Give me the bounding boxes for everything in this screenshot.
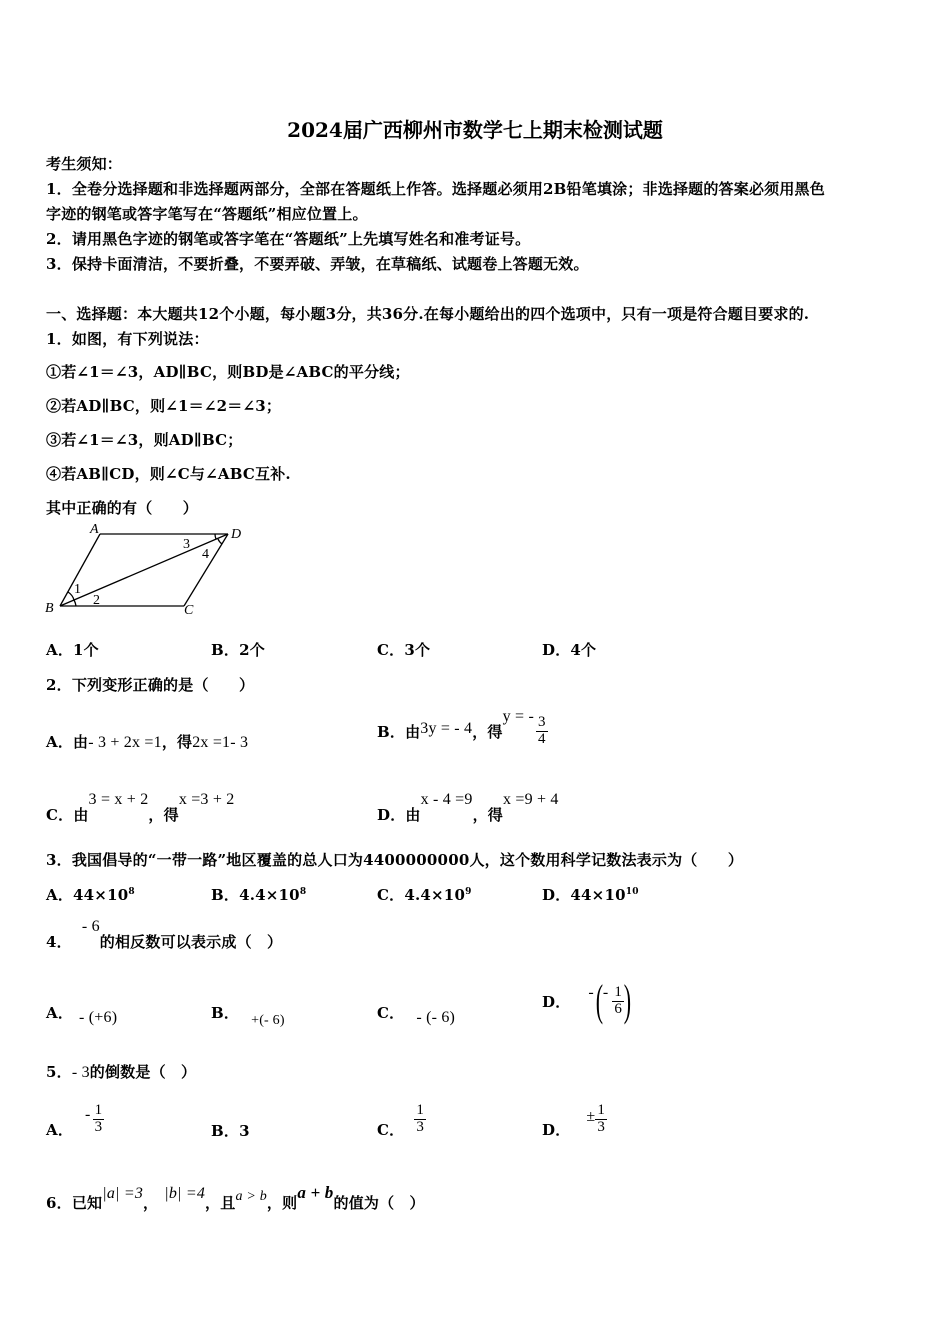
parallelogram-figure xyxy=(40,520,260,620)
numerator: 1 xyxy=(597,1101,606,1118)
label-a: A xyxy=(90,522,99,537)
option-label: C． xyxy=(377,1004,405,1022)
q2-option-d[interactable] xyxy=(377,788,559,824)
fraction xyxy=(612,985,624,1018)
option-label: A． xyxy=(46,1004,74,1022)
angle-arc-2 xyxy=(74,600,76,606)
q1-ask: 其中正确的有（ ） xyxy=(46,499,199,517)
exponent: 8 xyxy=(128,887,135,897)
separator: ，则 xyxy=(266,1194,298,1212)
q1-statement: ①若∠1＝∠3，AD∥BC，则BD是∠ABC的平分线； xyxy=(46,363,410,381)
option-label: A．由 xyxy=(46,733,89,751)
question-text: 的倒数是（ ） xyxy=(89,1063,197,1081)
question-number: 5． xyxy=(46,1063,72,1081)
math-expr: - xyxy=(602,984,609,1001)
q6-stem xyxy=(46,1182,425,1212)
question-text: 6．已知 xyxy=(46,1194,103,1212)
label-d: D xyxy=(231,527,242,542)
q1-option-c[interactable]: C．3个 xyxy=(377,641,431,659)
q1-option-b[interactable]: B．2个 xyxy=(211,641,265,659)
math-expr: - (+6) xyxy=(79,1009,118,1026)
q3-stem: 3．我国倡导的“一带一路”地区覆盖的总人口为4400000000人，这个数用科学记数法表示为（ ） xyxy=(46,851,744,869)
math-expr: - 6 xyxy=(81,918,100,935)
q5-option-b[interactable]: B．3 xyxy=(211,1122,250,1140)
q1-statement: ②若AD∥BC，则∠1＝∠2＝∠3； xyxy=(46,397,282,415)
option-label: C．由 xyxy=(46,806,89,824)
q2-option-c[interactable] xyxy=(46,788,234,824)
label-b: B xyxy=(45,601,54,616)
question-text: 的相反数可以表示成（ ） xyxy=(99,933,283,951)
q2-option-a[interactable] xyxy=(46,731,248,752)
q5-option-c[interactable] xyxy=(377,1096,426,1142)
q4-option-b[interactable] xyxy=(211,1002,285,1028)
fraction xyxy=(595,1103,607,1136)
q5-option-d[interactable] xyxy=(542,1096,607,1142)
label-angle-4: 4 xyxy=(202,547,209,562)
math-expr: - xyxy=(588,984,594,1001)
connector: ，得 xyxy=(148,806,179,824)
section-heading: 一、选择题：本大题共12个小题，每小题3分，共36分.在每小题给出的四个选项中，只有一项是符合题目要求的. xyxy=(46,305,810,323)
denominator: 3 xyxy=(416,1118,425,1135)
notice-item: 3．保持卡面清洁，不要折叠，不要弄破、弄皱，在草稿纸、试题卷上答题无效。 xyxy=(46,255,589,273)
math-expr: ± xyxy=(586,1108,596,1125)
right-paren: ) xyxy=(623,976,632,1025)
notice-item: 1．全卷分选择题和非选择题两部分，全部在答题纸上作答。选择题必须用2B铅笔填涂；非选择题的答案必须用黑色 xyxy=(46,180,825,198)
option-label: A． xyxy=(46,1120,74,1139)
option-label: C． xyxy=(377,1120,405,1139)
math-expr: x =9 + 4 xyxy=(502,791,559,808)
label-angle-3: 3 xyxy=(183,537,190,552)
fraction xyxy=(536,715,548,748)
option-label: D． xyxy=(542,992,571,1011)
math-expr: - (- 6) xyxy=(416,1009,456,1026)
q1-stem: 1．如图，有下列说法： xyxy=(46,330,209,348)
option-text: D．44×10 xyxy=(542,886,626,904)
question-text: 的值为（ ） xyxy=(333,1194,425,1212)
math-expr: - 3 + 2x =1 xyxy=(88,734,162,751)
q2-option-b[interactable] xyxy=(377,706,548,756)
option-label: D．由 xyxy=(377,806,421,824)
option-label: B． xyxy=(211,1004,240,1022)
q1-option-a[interactable]: A．1个 xyxy=(46,641,99,659)
q4-option-c[interactable] xyxy=(377,1002,456,1026)
notice-item: 字迹的钢笔或答字笔写在“答题纸”相应位置上。 xyxy=(46,205,368,223)
denominator: 4 xyxy=(538,730,546,747)
option-text: C．4.4×10 xyxy=(377,886,466,904)
q5-stem xyxy=(46,1061,196,1082)
math-expr: |b| =4 xyxy=(164,1185,206,1202)
label-c: C xyxy=(184,603,194,618)
segment-dc xyxy=(184,534,228,606)
option-label: B．由 xyxy=(377,722,421,741)
q3-option-c[interactable] xyxy=(377,884,472,905)
fraction xyxy=(93,1103,105,1136)
numerator: 1 xyxy=(94,1101,103,1118)
question-number: 4． xyxy=(46,933,72,951)
label-angle-2: 2 xyxy=(93,593,100,608)
page-title: 2024届广西柳州市数学七上期末检测试题 xyxy=(287,118,663,142)
math-expr: |a| =3 xyxy=(102,1185,144,1202)
denominator: 3 xyxy=(597,1118,606,1135)
denominator: 3 xyxy=(94,1118,103,1135)
q4-option-a[interactable] xyxy=(46,1002,118,1026)
q1-statement: ③若∠1＝∠3，则AD∥BC； xyxy=(46,431,243,449)
math-expr: a > b xyxy=(235,1189,267,1204)
left-paren: ( xyxy=(595,976,604,1025)
math-expr: - xyxy=(85,1106,91,1123)
option-text: A．44×10 xyxy=(46,886,129,904)
separator: ， xyxy=(143,1194,159,1212)
math-expr: a + b xyxy=(297,1183,334,1202)
segment-bd xyxy=(60,534,228,606)
notice-heading: 考生须知： xyxy=(46,155,123,173)
connector: ，得 xyxy=(472,806,503,824)
math-expr: x - 4 =9 xyxy=(420,791,473,808)
math-expr: y = - xyxy=(502,708,534,725)
math-expr: x =3 + 2 xyxy=(178,791,235,808)
exponent: 9 xyxy=(465,887,472,897)
numerator: 1 xyxy=(416,1101,425,1118)
angle-arc-3 xyxy=(215,534,216,539)
option-text: B．4.4×10 xyxy=(211,886,300,904)
separator: ，且 xyxy=(205,1194,236,1212)
math-expr: - 3 xyxy=(71,1064,90,1081)
q2-stem: 2．下列变形正确的是（ ） xyxy=(46,676,255,694)
q4-option-d[interactable] xyxy=(542,976,635,1026)
denominator: 6 xyxy=(614,1000,623,1017)
label-angle-1: 1 xyxy=(74,582,81,597)
exponent: 8 xyxy=(299,887,307,897)
angle-arc-4 xyxy=(218,539,222,544)
connector: ，得 xyxy=(472,722,503,741)
connector: ，得 xyxy=(161,733,193,751)
math-expr: 3 = x + 2 xyxy=(88,791,149,808)
q3-option-a[interactable] xyxy=(46,884,135,905)
math-expr: 2x =1- 3 xyxy=(192,734,249,751)
fraction xyxy=(414,1103,426,1136)
exponent: 10 xyxy=(625,887,639,897)
q1-statement: ④若AB∥CD，则∠C与∠ABC互补. xyxy=(46,465,291,483)
numerator: 3 xyxy=(538,713,546,730)
option-label: D． xyxy=(542,1120,571,1139)
q4-stem xyxy=(46,915,282,949)
q5-option-a[interactable] xyxy=(46,1096,104,1142)
q3-option-d[interactable] xyxy=(542,884,639,905)
math-expr: +(- 6) xyxy=(251,1013,285,1028)
notice-item: 2．请用黑色字迹的钢笔或答字笔在“答题纸”上先填写姓名和准考证号。 xyxy=(46,230,531,248)
math-expr: 3y = - 4 xyxy=(420,720,473,737)
q3-option-b[interactable] xyxy=(211,884,306,905)
numerator: 1 xyxy=(614,983,623,1000)
q1-option-d[interactable]: D．4个 xyxy=(542,641,597,659)
